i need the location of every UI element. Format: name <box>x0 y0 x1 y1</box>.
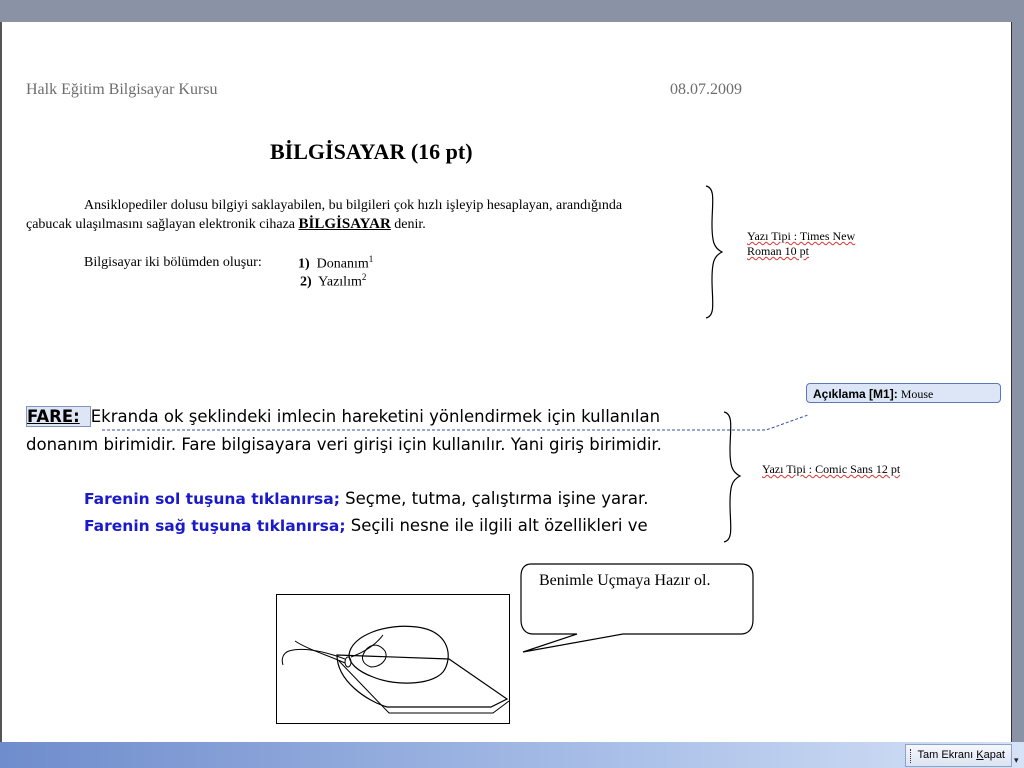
toolbar-grip-icon[interactable] <box>910 749 914 763</box>
close-fullscreen-button[interactable] <box>905 744 1012 767</box>
comment-connector <box>26 403 810 433</box>
footnote-ref[interactable]: 1 <box>368 254 374 264</box>
part-number: 1) <box>298 256 310 272</box>
part-item-1 <box>298 254 373 273</box>
part-number: 2) <box>300 274 312 290</box>
left-click-line <box>84 489 649 508</box>
left-click-text: Seçme, tutma, çalıştırma işine yarar. <box>339 489 649 508</box>
font-note-times-1: Yazı Tipi : Times New <box>747 229 856 243</box>
mouse-image[interactable] <box>276 594 510 724</box>
parts-lead: Bilgisayar iki bölümden oluşur: <box>84 255 262 270</box>
header-date: 08.07.2009 <box>670 81 742 98</box>
window-top-border <box>0 0 1024 22</box>
right-gutter <box>1012 22 1024 742</box>
right-click-line <box>84 516 648 535</box>
fare-line-2: donanım birimidir. Fare bilgisayara veri girişi için kullanılır. Yani giriş birimidir. <box>26 435 662 454</box>
mouse-drawing-icon <box>277 595 509 723</box>
right-brace-1 <box>702 184 726 320</box>
document-page[interactable] <box>0 22 1014 742</box>
fare-text-1: Ekranda ok şeklindeki imlecin hareketini yönlendirmek için kullanılan <box>90 407 661 426</box>
comment-balloon[interactable] <box>806 383 1001 403</box>
footnote-ref[interactable]: 2 <box>361 272 367 282</box>
fare-label[interactable]: FARE: <box>26 406 91 427</box>
right-click-label: Farenin sağ tuşuna tıklanırsa; <box>84 517 346 535</box>
left-click-label: Farenin sol tuşuna tıklanırsa; <box>84 490 340 508</box>
header-left-text: Halk Eğitim Bilgisayar Kursu <box>26 81 218 98</box>
part-label: Yazılım <box>318 274 362 290</box>
intro-text-pre: çabucak ulaşılmasını sağlayan elektronik cihaza <box>26 217 299 232</box>
intro-line-2 <box>26 216 426 233</box>
right-brace-2 <box>720 410 744 544</box>
comment-text: Mouse <box>900 387 934 401</box>
intro-text-post: denir. <box>390 217 426 232</box>
part-item-2 <box>300 272 366 291</box>
intro-term: BİLGİSAYAR <box>298 216 391 232</box>
close-fullscreen-label: Tam Ekranı Kapat <box>917 749 1005 761</box>
font-note-comic: Yazı Tipi : Comic Sans 12 pt <box>762 462 901 476</box>
part-label: Donanım <box>316 256 369 272</box>
right-click-text: Seçili nesne ile ilgili alt özellikleri ve <box>345 516 648 535</box>
speech-bubble-text: Benimle Uçmaya Hazır ol. <box>539 572 711 589</box>
fullscreen-toolbar <box>0 742 1024 768</box>
page-title: BİLGİSAYAR (16 pt) <box>270 139 473 164</box>
font-note-times-2: Roman 10 pt <box>747 244 809 258</box>
comment-label: Açıklama [M1]: <box>813 387 898 401</box>
intro-line-1: Ansiklopediler dolusu bilgiyi saklayabilen, bu bilgileri çok hızlı işleyip hesaplayan, arandığında <box>84 198 623 213</box>
resize-grip-icon[interactable]: ▾ <box>1014 756 1019 766</box>
